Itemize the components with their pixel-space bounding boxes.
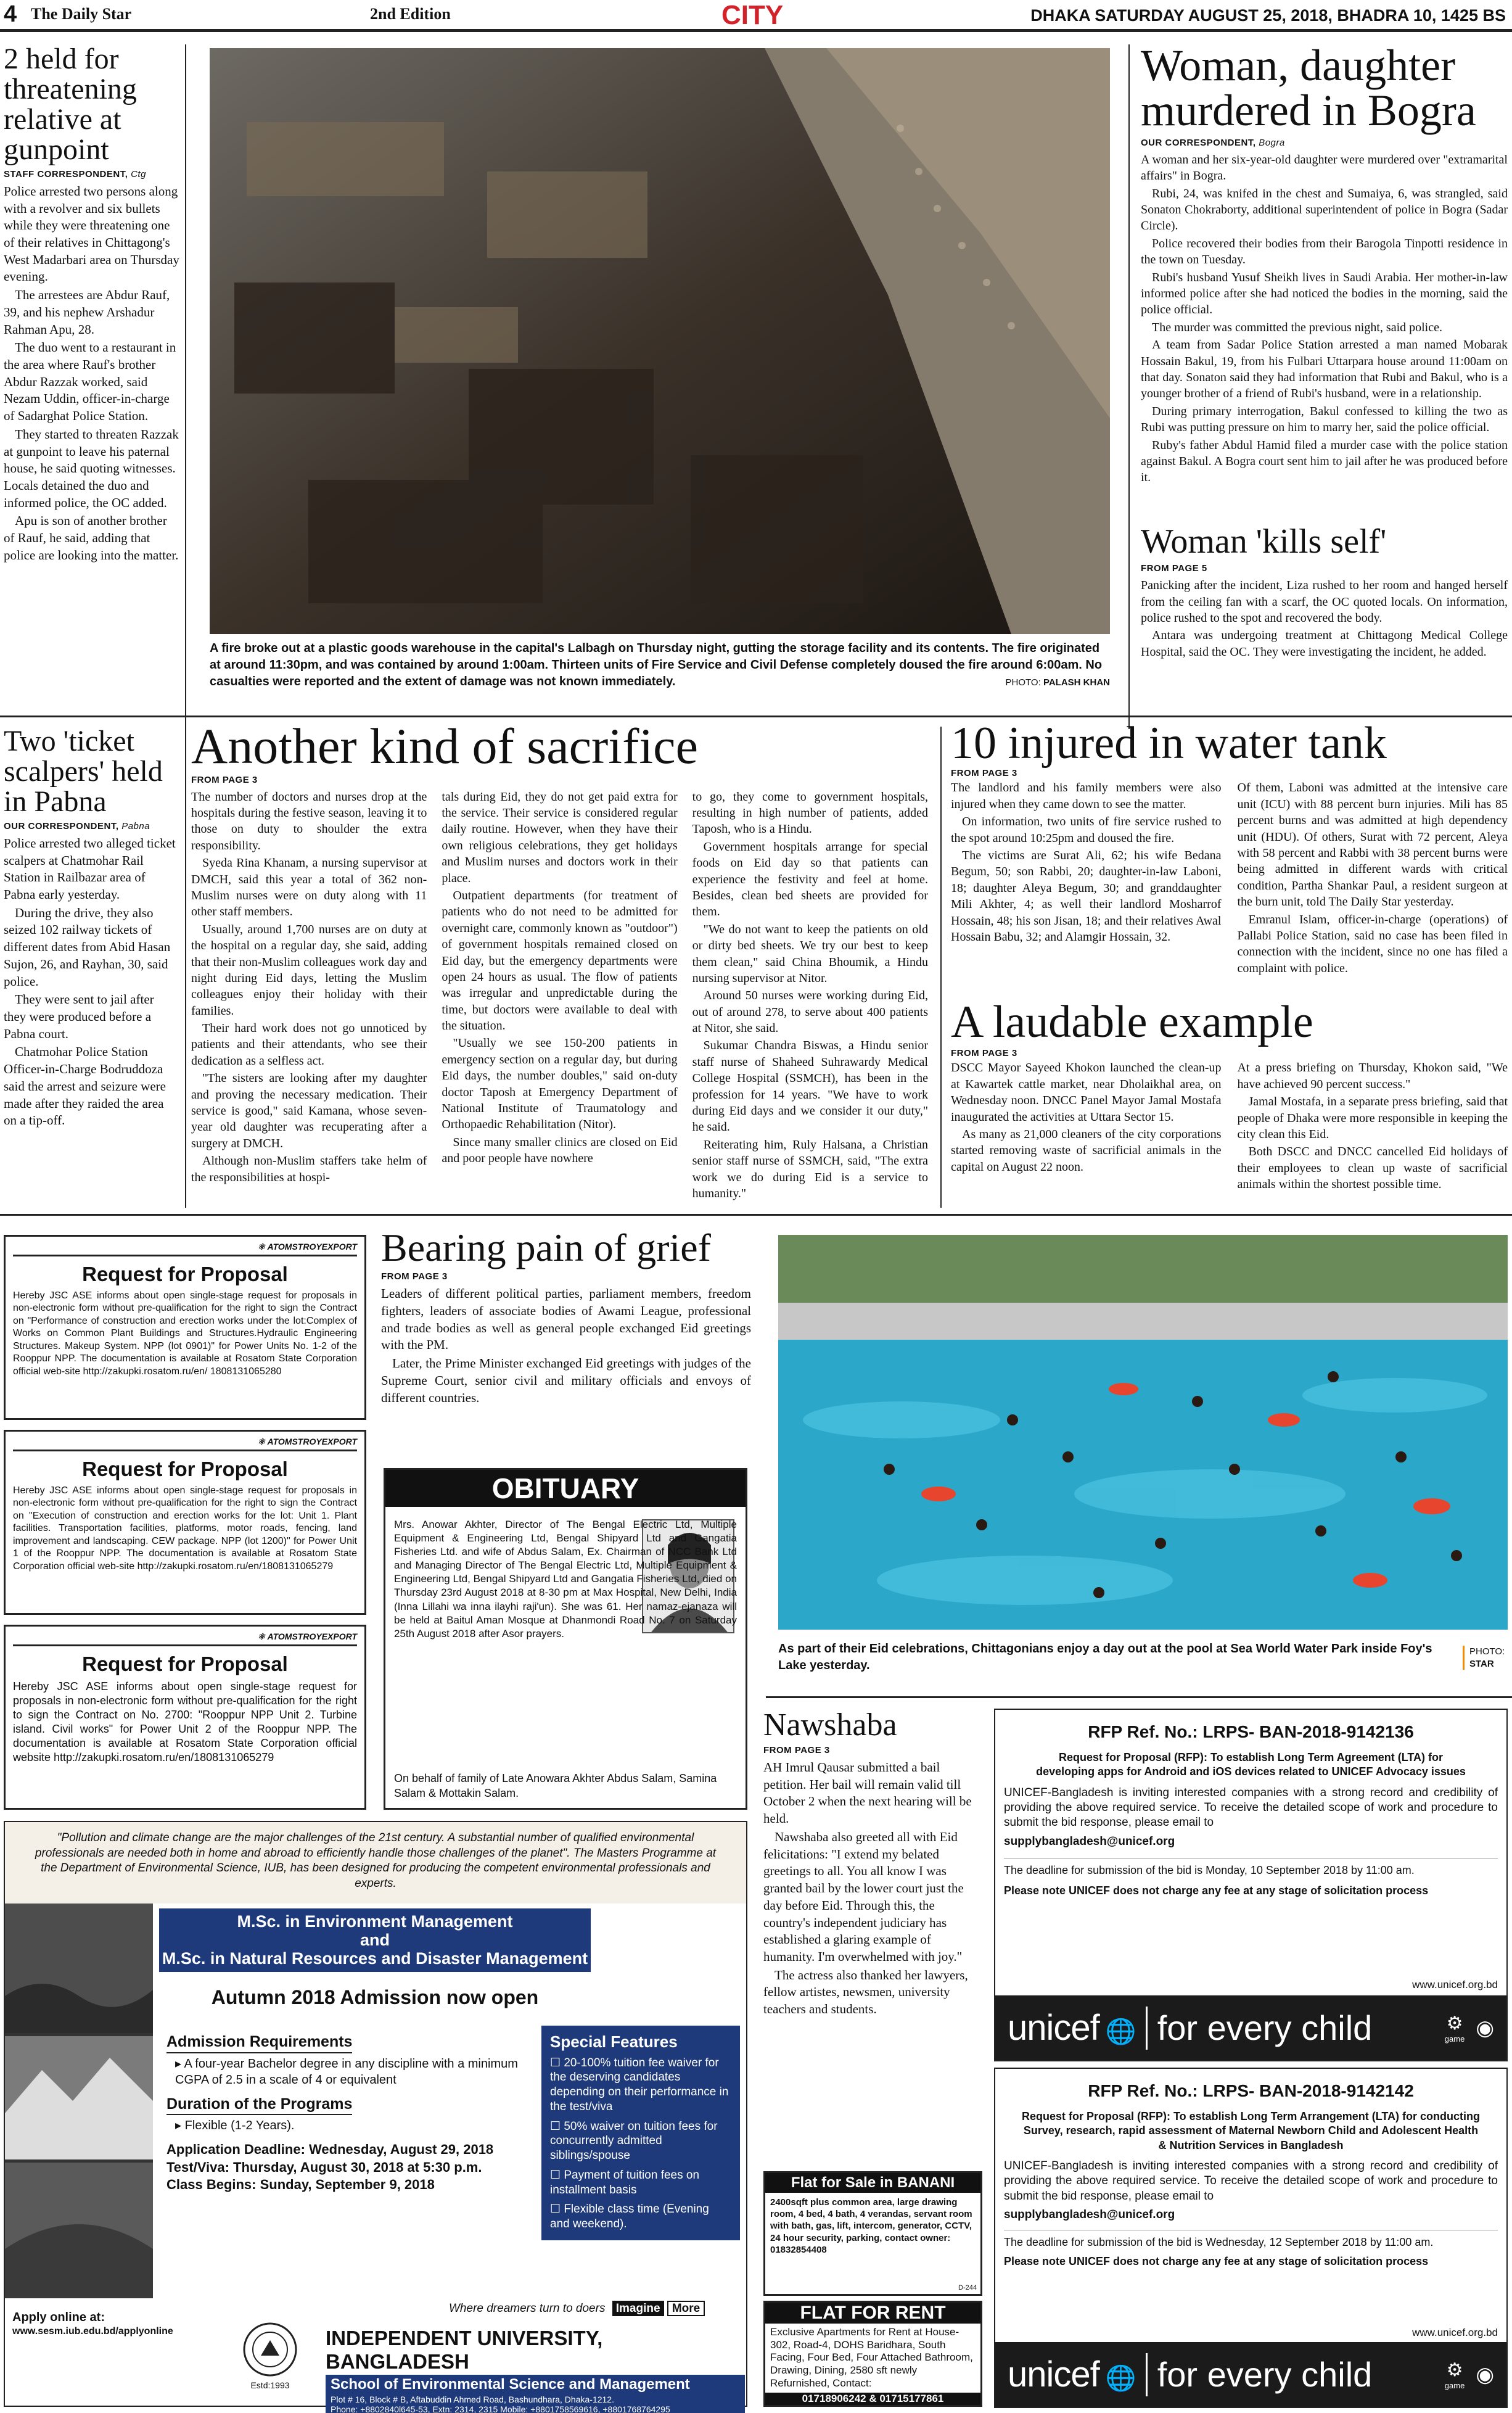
story-body: Panicking after the incident, Liza rushed to her room and hanged herself from the ceiling fan with a scarf, the OC quoted locals. On information, police rushed to the spot and recovered the body. Antara was undergoing treatment at Chittagong Medical College Hospital, said the OC. They were investigating the incident, he added. [1141, 579, 1508, 659]
section-name: CITY [721, 0, 784, 30]
story-gunpoint [4, 44, 179, 566]
slogan-divider [1146, 2353, 1148, 2396]
arrow-icon: ▸ [175, 2056, 182, 2071]
column-1: The number of doctors and nurses drop at the hospitals during the festive season, leaving it to those on duty to shoulder the extra responsibility. Syeda Rina Khanam, a nursing supervisor at DMCH, said this year a total of 362 non-Muslim nurses were on duty along with 11 other staff members. Usually, around 1,700 nurses are on duty at the hospital on a regular day, she said, adding that their non-Muslim colleagues work day and night during Eid days, letting the Muslim colleagues enjoy their holiday with their families. Their hard work does not go unnoticed by patients and their attendants, who see their dedication as a selfless act. "The sisters are looking after my daughter and proving the necessary medication. Their service is good," said Kamana, whose seven-year old daughter was recuperating after a surgery at DMCH. Although non-Muslim staffers take helm of the responsibilities at hospi- [191, 790, 427, 1184]
column-rule [185, 727, 186, 1208]
program-banner: M.Sc. in Environment Management and M.Sc. in Natural Resources and Disaster Management [159, 1908, 591, 1972]
page-number: 4 [4, 1, 17, 27]
headline: Woman 'kills self' [1141, 522, 1387, 561]
headline: Bearing pain of grief [381, 1226, 711, 1269]
classified-body: 2400sqft plus common area, large drawing room, 4 bed, 4 bath, 4 verandas, servant room with bath, gas, lift, intercom, generator, CCTV, 24 hour security, parking, contact owner: 01832854408 [770, 2197, 972, 2255]
slogan-divider [1146, 2007, 1148, 2050]
classified-rent [763, 2301, 982, 2407]
photo-credit: PHOTO: STAR [1463, 1646, 1505, 1670]
edition: 2nd Edition [370, 5, 451, 23]
unicef-brand-bar [995, 1995, 1506, 2060]
paper-logo: The Daily Star [31, 5, 132, 23]
ase-logo: ⚛ ATOMSTROYEXPORT [13, 1437, 357, 1451]
story-sacrifice [191, 720, 928, 1203]
requirements: Admission Requirements ▸ A four-year Bachelor degree in any discipline with a minimum CGPA of 2.5 in a scale of 4 or equivalent Duration of the Programs ▸ Flexible (1-2 Years). Application Deadline: Wednesday, August 29, 2018 Test/Viva: Thursday, August 30, 2018 at 5:30 p.m. Class Begins: Sunday, September 9, 2018 [166, 2033, 518, 2193]
apply-link[interactable]: www.sesm.iub.edu.bd/applyonline [12, 2326, 173, 2337]
ad-title: Request for Proposal [82, 1458, 288, 1480]
rfp-body: UNICEF-Bangladesh is inviting interested companies with a strong record and credibility of providing the above required service. To receive the detailed scope of work and procedure to submit the bid response, please email to supplybangladesh@unicef.org [995, 2159, 1506, 2222]
atom-icon: ⚛ [257, 1631, 266, 1641]
atom-icon: ⚛ [257, 1242, 266, 1252]
ad-body: Hereby JSC ASE informs about open single-stage request for proposals in non-electronic form without pre-qualification for the right to sign the Contract on No. 2700: "Rooppur NPP Unit 2. Turbine island. Civil works" for Power Unit 2 of the Rooppur NPP. The documentation is available at Rosatom State Corporation official website http://zakupki.rosatom.ru/en/1808131065279 [13, 1680, 357, 1764]
unicef-ad-1 [994, 1709, 1508, 2061]
unicef-logo: unicef 🌐 [1008, 2008, 1136, 2048]
checkbox-icon: ☐ [550, 2119, 561, 2133]
headline: 2 held for threatening relative at gunpoint [4, 43, 137, 166]
tagline: Where dreamers turn to doers Imagine More [449, 2302, 705, 2316]
classified-code: D-244 [958, 2284, 977, 2291]
byline: OUR CORRESPONDENT, Pabna [4, 820, 150, 831]
section-rule [766, 1696, 1512, 1698]
atom-icon: ⚛ [257, 1437, 266, 1446]
admission-open: Autumn 2018 Admission now open [211, 1986, 539, 2008]
university-seal-icon [242, 2322, 298, 2377]
story-columns [191, 789, 928, 1203]
unicef-logo: unicef 🌐 [1008, 2354, 1136, 2394]
apple-icon: ◉ [1476, 2362, 1494, 2386]
column-2: tals during Eid, they do not get paid extra for the service. Their service is considered regular daily routine. However, when they have their own religious celebrations, they get holidays and Muslim nurses and doctors work in their place. Outpatient departments (for treatment of patients who do not need to be admitted for overnight care, commonly known as "outdoor") of government hospitals remained closed on Eid day, but the emergency departments were open 24 hours as usual. The flow of patients was irregular and unpredictable during the time, but doctors were available to deal with the situation. "Usually we see 150-200 patients in emergency section on a regular day, but during Eid days, the number doubles," said on-duty doctor Taposh at Emergency Department of National Institute of Traumatology and Orthopaedic Rehabilitation (Nitor). Since many smaller clinics are closed on Eid and poor people have nowhere [442, 790, 678, 1166]
pool-photo-caption: As part of their Eid celebrations, Chittagonians enjoy a day out at the pool at Sea World Water Park inside Foy's Lake yesterday. [778, 1642, 1432, 1672]
rfp-note: Please note UNICEF does not charge any fee at any stage of solicitation process [1004, 2255, 1429, 2268]
ad-title: Request for Proposal [82, 1652, 288, 1675]
email-link[interactable]: supplybangladesh@unicef.org [1004, 1834, 1175, 1848]
from-page: FROM PAGE 5 [1141, 563, 1207, 574]
iub-seal [239, 2322, 301, 2390]
unicef-brand-bar [995, 2342, 1506, 2407]
obituary-sign-off: On behalf of family of Late Anowara Akhter Abdus Salam, Samina Salam & Mottakin Salam. [394, 1772, 717, 1799]
rfp-ref: RFP Ref. No.: LRPS- BAN-2018-9142142 [1088, 2081, 1414, 2100]
iub-ad [4, 1821, 747, 2413]
headline: Nawshaba [763, 1707, 897, 1743]
column-2: Of them, Laboni was admitted at the intensive care unit (ICU) with 88 percent burn injuries. Mili has 85 percent burns and was admitted at high dependency unit (HDU). Of others, Surat with 72 percent, Aleya with 58 percent and Rabbi with 38 percent burns were being admitted in different wards with critical condition, Partha Shankar Paul, a resident surgeon at the burn unit, told The Daily Star yesterday. Emranul Islam, officer-in-charge (operations) of Pallabi Police Station, said no case has been filed in connection with the incident, since no one has filed a complaint with police. [1237, 781, 1508, 975]
from-page: FROM PAGE 3 [951, 768, 1017, 779]
special-features: Special Features ☐ 20-100% tuition fee waiver for the deserving candidates depending on their performance in the test/viva ☐ 50% waiver on tuition fees for concurrently admitted siblings/spouse ☐ Payment of tuition fees on installment basis ☐ Flexible class time (Evening and weekend). [541, 2026, 740, 2240]
slogan: for every child [1157, 2008, 1373, 2047]
section-rule [0, 716, 1512, 717]
ad-quote: "Pollution and climate change are the major challenges of the 21st century. A substantial number of qualified environmental professionals are needed both in home and abroad to efficiently handle those challenges of the planet". The Masters Programme at the Department of Environmental Science, IUB, has been designed for producing the competent environmental professionals and experts. [5, 1822, 746, 1904]
story-columns [951, 1060, 1508, 1194]
story-kills-self [1141, 524, 1508, 661]
headline: Another kind of sacrifice [191, 718, 698, 774]
globe-icon: 🌐 [1099, 2365, 1136, 2392]
rfp-deadline: The deadline for submission of the bid is Monday, 10 September 2018 by 11:00 am. [1004, 1858, 1498, 1878]
headline: A laudable example [951, 997, 1313, 1047]
from-page: FROM PAGE 3 [381, 1271, 448, 1282]
story-scalpers [4, 727, 179, 1131]
ad-body: Hereby JSC ASE informs about open single-stage request for proposals in non-electronic form without pre-qualification for the right to sign the Contract on "Execution of construction and erection works for the lot: Unit 1. Plant facilities. Transportation facilities, platforms, motor roads, fencing, land improvement and landscaping. CEW package. NPP (lot 1200)" for Power Unit 1 of the Rooppur NPP. The documentation is available at Rosatom State Corporation official web-site http://zakupki.rosatom.ru/en/1808131065279 [13, 1485, 357, 1572]
classified-banani [763, 2171, 982, 2296]
headline: Woman, daughter murdered in Bogra [1141, 41, 1476, 136]
byline: STAFF CORRESPONDENT, Ctg [4, 168, 146, 179]
apple-icon: ◉ [1476, 2016, 1494, 2040]
game-badge: ⚙ game [1444, 2359, 1465, 2390]
photo-credit: PHOTO: PALASH KHAN [1005, 677, 1110, 688]
ad-title: Request for Proposal [82, 1263, 288, 1285]
arrow-icon: ▸ [175, 2119, 182, 2132]
from-page: FROM PAGE 3 [951, 1048, 1017, 1059]
story-body: AH Imrul Qausar submitted a bail petition. Her bail will remain valid till October 2 when the next hearing will be held. Nawshaba also greeted all with Eid felicitations: "I extend my belated greetings to all. You all know I was granted bail by the lower court just the day before Eid. Through this, the country's independent judiciary has established a glaring example of humanity. I'm overwhelmed with joy." The actress also thanked her lawyers, fellow artistes, newsmen, university teachers and students. [763, 1760, 972, 2017]
classified-title: FLAT FOR RENT [765, 2303, 980, 2324]
university-footer: INDEPENDENT UNIVERSITY, BANGLADESH School of Environmental Science and Management Plot # 16, Block # B, Aftabuddin Ahmed Road, Bashundhara, Dhaka-1212. Phone: +8802840l645-53, Extn: 2314, 2315 Mobile: +8801758569616, +8801768764295 [326, 2327, 745, 2413]
story-body: A woman and her six-year-old daughter were murdered over "extramarital affairs" in Bogra. Rubi, 24, was knifed in the chest and Sumaiya, 6, was strangled, said Sonaton Chokraborty, additional superintendent of police in Bogra (Sadar Circle). Police recovered their bodies from their Barogola Tinpotti residence in the town on Tuesday. Rubi's husband Yusuf Sheikh lives in Saudi Arabia. Her mother-in-law informed police after she had noticed the bodies in the morning, said the police official. The murder was committed the previous night, said police. A team from Sadar Police Station arrested a man named Mobarak Hossain Bakul, 19, from his Fulbari Uttarpara house around 11:00am on that day. Sonaton said they had information that Rubi and Bakul, who is a younger brother of a friend of Rubi's husband, were in a relationship. During primary interrogation, Bakul confessed to killing the two as Rubi was putting pressure on him to marry her, said the police official. Ruby's father Abdul Hamid filed a murder case with the police station against Bakul. A Bogra court sent him to jail after he was produced before it. [1141, 152, 1508, 485]
game-icon: ⚙ [1446, 2013, 1463, 2034]
rfp-subtitle: Request for Proposal (RFP): To establish Long Term Agreement (LTA) for developing apps for Android and iOS devices related to UNICEF Advocacy issues [1036, 1751, 1466, 1778]
classified-phone: 01718906242 & 01715177861 [765, 2393, 980, 2405]
email-link[interactable]: supplybangladesh@unicef.org [1004, 2208, 1175, 2222]
story-bogra [1141, 43, 1508, 487]
story-nawshaba [763, 1709, 982, 2019]
masthead [0, 0, 1512, 32]
story-body: Leaders of different political parties, parliament members, freedom fighters, leaders of associate bodies of Awami League, professional and trade bodies as well as general people exchanged Eid greetings with the PM. Later, the Prime Minister exchanged Eid greetings with judges of the Supreme Court, senior civil and military officials and envoys of different countries. [381, 1286, 751, 1405]
headline: Two 'ticket scalpers' held in Pabna [4, 725, 163, 818]
column-rule [185, 44, 186, 729]
more-badge: More [667, 2301, 705, 2316]
rfp-body: UNICEF-Bangladesh is inviting interested companies with a strong record and credibility of providing the above required service. To receive the detailed scope of work and procedure to submit the bid response, please email to supplybangladesh@unicef.org [995, 1786, 1506, 1849]
checkbox-icon: ☐ [550, 2056, 561, 2069]
slogan: for every child [1157, 2355, 1373, 2394]
imagine-badge: Imagine [612, 2301, 664, 2316]
obituary-body: Mrs. Anowar Akhter, Director of The Bengal Electric Ltd, Multiple Equipment & Engineering Ltd, Bengal Shipyard Ltd and Gangatia Fisheries Ltd. and wife of Abdus Salam, Ex. Chairman of NCC Bank Ltd and Managing Director of The Bengal Electric Ltd, Multiple Equipment & Engineering Ltd, Bengal Shipyard Ltd and Gangatia Fisheries Ltd, died on Thursday 23rd August 2018 at 8-30 pm at Max Hospital, New Delhi, India (Inna Lillahi wa inna ilayhi raji'un). She was 61. Her namaz-ejanaza will be held at Baitul Aman Mosque at Dhanmondi Road No. 7 on Saturday 25th August 2018 after Asor prayers. [394, 1519, 737, 1640]
byline: OUR CORRESPONDENT, Bogra [1141, 137, 1285, 148]
story-laudable [951, 999, 1508, 1194]
rfp-ref: RFP Ref. No.: LRPS- BAN-2018-9142136 [1088, 1722, 1414, 1741]
rfp-ad-2 [4, 1430, 366, 1615]
unicef-ad-2 [994, 2068, 1508, 2408]
game-icon: ⚙ [1446, 2359, 1463, 2380]
rfp-ad-3 [4, 1625, 366, 1810]
story-body: Police arrested two alleged ticket scalpers at Chatmohar Rail Station in Railbazar area of Pabna early yesterday. During the drive, they also seized 102 railway tickets of different dates from Abid Hasan Sujon, 26, and Rayhan, 30, said police. They were sent to jail after they were produced before a Pabna court. Chatmohar Police Station Officer-in-Charge Bodruddoza said the arrest and seizure were made after they raided the area on a tip-off. [4, 835, 176, 1128]
rfp-deadline: The deadline for submission of the bid is Wednesday, 12 September 2018 by 11:00 am. [1004, 2230, 1498, 2250]
section-rule [0, 1214, 1512, 1216]
from-page: FROM PAGE 3 [763, 1745, 830, 1756]
column-1: The landlord and his family members were also injured when they came down to see the matter. On information, two units of fire service rushed to the spot around 10:25pm and doused the fire. The victims are Surat Ali, 62; his wife Bedana Begum, 50; son Rabbi, 20; daughter-in-law Laboni, 18; daughter Aleya Begum, 30; and granddaughter Mili Akhter, 4; as well their landlord Mosharrof Hossain, 48; his son Jisan, 18; and their relatives Awal Hossain Babu, 32; and Alamgir Hossain, 32. [951, 781, 1222, 944]
ase-logo: ⚛ ATOMSTROYEXPORT [13, 1631, 357, 1646]
obituary [384, 1468, 747, 1810]
column-rule [940, 727, 942, 1208]
story-water-tank [951, 720, 1508, 978]
environment-photos [5, 1904, 153, 2298]
landscape-strip [5, 1904, 153, 2298]
column-1: DSCC Mayor Sayeed Khokon launched the clean-up at Kawartek cattle market, near Dholaikhal area, on Wednesday noon. DNCC Panel Mayor Jamal Mostafa inaugurated the activities at Uttara Sector 15. As many as 21,000 cleaners of the city corporations started removing waste of sacrificial animals in the capital on August 22 noon. [951, 1061, 1222, 1174]
fire-scene-image [210, 48, 1110, 634]
estd: Estd:1993 [250, 2380, 290, 2390]
pool-photo [778, 1235, 1508, 1630]
dateline: DHAKA SATURDAY AUGUST 25, 2018, BHADRA 10, 1425 BS [1030, 6, 1506, 25]
unicef-url[interactable]: www.unicef.org.bd [1412, 1979, 1498, 1990]
column-3: to go, they come to government hospitals, resulting in high number of patients, added Taposh, who is a Hindu. Government hospitals arrange for special foods on Eid day so that patients can experience the festivity and feel at home. Besides, clean bed sheets are provided for them. "We do not want to keep the patients on old or dirty bed sheets. We try our best to keep them clean," said China Bhoumik, a Hindu nursing supervisor at Nitor. Around 50 nurses were working during Eid, out of around 278, to serve about 400 patients at Nitor, she said. Sukumar Chandra Biswas, a Hindu senior staff nurse of Shaheed Suhrawardy Medical College Hospital (SSMCH), has been in the profession for 14 years. "We have to work during Eid days and we consider it our duty," he said. Reiterating him, Ruly Halsana, a Christian senior staff nurse of SSMCH, said, "The extra work we do during Eid is a service to humanity." [692, 790, 928, 1200]
story-grief [381, 1227, 751, 1408]
column-2: At a press briefing on Thursday, Khokon said, "We have achieved 90 percent success." Jamal Mostafa, in a separate press briefing, said that people of Dhaka were more responsible in keeping the city clean this Eid. Both DSCC and DNCC cancelled Eid holidays of their employees to clean up waste of sacrificial animals within the shortest possible time. [1237, 1061, 1508, 1192]
globe-icon: 🌐 [1099, 2018, 1136, 2045]
rfp-subtitle: Request for Proposal (RFP): To establish Long Term Arrangement (LTA) for conducting Survey, research, rapid assessment of Maternal Newborn Child and Adolescent Health & Nutrition Services in Bangladesh [1021, 2110, 1480, 2151]
column-rule [1128, 44, 1130, 729]
classified-title: Flat for Sale in BANANI [765, 2173, 980, 2193]
story-body: Police arrested two persons along with a revolver and six bullets while they were threatening one of their relatives in Chittagong's West Madarbari area on Thursday evening. The arrestees are Abdur Rauf, 39, and his nephew Arshadur Rahman Apu, 28. The duo went to a restaurant in the area where Rauf's brother Abdur Razzak worked, said Nezam Uddin, officer-in-charge of Sadarghat Police Station. They started to threaten Razzak at gunpoint to leave his paternal house, he said quoting witnesses. Locals detained the duo and informed police, the OC added. Apu is son of another brother of Rauf, he said, adding that police are looking into the matter. [4, 183, 179, 563]
game-badge: ⚙ game [1444, 2013, 1465, 2044]
checkbox-icon: ☐ [550, 2203, 561, 2216]
fire-photo-caption: A fire broke out at a plastic goods warehouse in the capital's Lalbagh on Thursday night, gutting the storage facility and its contents. The fire originated at around 11:30pm, and was contained by around 1:00am. Thirteen units of Fire Service and Civil Defense completely doused the fire around 6:00am. No casualties were reported and the extent of damage was not known immediately. PHOTO: PALASH KHAN [210, 641, 1110, 688]
ase-logo: ⚛ ATOMSTROYEXPORT [13, 1242, 357, 1256]
unicef-url[interactable]: www.unicef.org.bd [1412, 2327, 1498, 2338]
rfp-note: Please note UNICEF does not charge any fee at any stage of solicitation process [1004, 1884, 1429, 1897]
apply-online: Apply online at: www.sesm.iub.edu.bd/applyonline [12, 2309, 173, 2338]
classified-body: Exclusive Apartments for Rent at House-302, Road-4, DOHS Baridhara, South Facing, Four Bed, Four Attached Bathroom, Drawing, Dining, 2580 sft newly Refurnished, Contact: [770, 2326, 973, 2389]
pool-scene-image [778, 1235, 1508, 1630]
obituary-title: OBITUARY [385, 1470, 746, 1507]
story-columns [951, 780, 1508, 978]
checkbox-icon: ☐ [550, 2168, 561, 2182]
rfp-ad-1 [4, 1235, 366, 1420]
headline: 10 injured in water tank [951, 718, 1387, 769]
from-page: FROM PAGE 3 [191, 774, 258, 785]
fire-photo [210, 48, 1110, 634]
ad-body: Hereby JSC ASE informs about open single-stage request for proposals in non-electronic form without pre-qualification for the right to sign the Contract on "Performance of construction and erection works under the lot:Complex of Works on Common Plant Buildings and Structures.Hydraulic Engineering Structures. Makeup System. NPP (lot 0901)" for Power Units No. 1-2 of the Rooppur NPP. The documentation is available at Rosatom State Corporation official web-site http://zakupki.rosatom.ru/en/ 1808131065280 [13, 1290, 357, 1377]
